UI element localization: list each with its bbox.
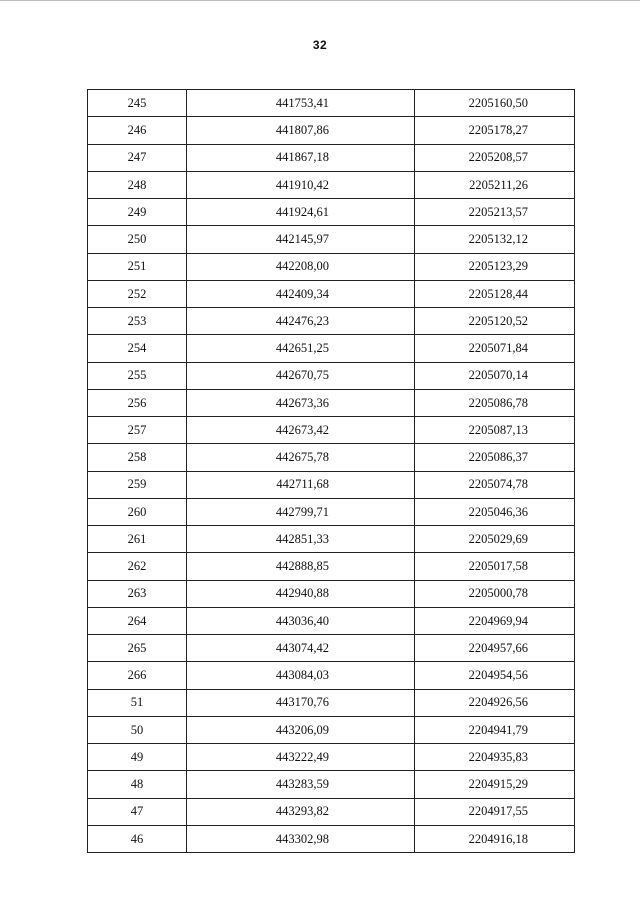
y-coordinate-cell: 2205086,78 — [415, 389, 575, 416]
y-coordinate-cell: 2205211,26 — [415, 171, 575, 198]
x-coordinate-cell: 441867,18 — [187, 144, 415, 171]
y-coordinate-cell: 2205029,69 — [415, 526, 575, 553]
y-coordinate-cell: 2204954,56 — [415, 662, 575, 689]
table-row — [88, 199, 575, 226]
y-coordinate-cell: 2205017,58 — [415, 553, 575, 580]
point-number-cell: 261 — [88, 526, 187, 553]
table-row — [88, 471, 575, 498]
point-number-cell: 48 — [88, 771, 187, 798]
y-coordinate-cell: 2205074,78 — [415, 471, 575, 498]
x-coordinate-cell: 443283,59 — [187, 771, 415, 798]
point-number-cell: 247 — [88, 144, 187, 171]
y-coordinate-cell: 2205071,84 — [415, 335, 575, 362]
point-number-cell: 51 — [88, 689, 187, 716]
table-row — [88, 144, 575, 171]
y-coordinate-cell: 2204957,66 — [415, 635, 575, 662]
point-number-cell: 251 — [88, 253, 187, 280]
x-coordinate-cell: 443222,49 — [187, 744, 415, 771]
y-coordinate-cell: 2204941,79 — [415, 716, 575, 743]
table-row — [88, 389, 575, 416]
table-row — [88, 280, 575, 307]
x-coordinate-cell: 442145,97 — [187, 226, 415, 253]
table-row — [88, 825, 575, 852]
x-coordinate-cell: 443036,40 — [187, 607, 415, 634]
y-coordinate-cell: 2205070,14 — [415, 362, 575, 389]
table-row — [88, 335, 575, 362]
x-coordinate-cell: 442799,71 — [187, 498, 415, 525]
table-row — [88, 526, 575, 553]
x-coordinate-cell: 443084,03 — [187, 662, 415, 689]
point-number-cell: 253 — [88, 308, 187, 335]
y-coordinate-cell: 2204917,55 — [415, 798, 575, 825]
table-row — [88, 580, 575, 607]
point-number-cell: 264 — [88, 607, 187, 634]
x-coordinate-cell: 443206,09 — [187, 716, 415, 743]
point-number-cell: 246 — [88, 117, 187, 144]
table-row — [88, 607, 575, 634]
table-row — [88, 798, 575, 825]
x-coordinate-cell: 442409,34 — [187, 280, 415, 307]
y-coordinate-cell: 2205132,12 — [415, 226, 575, 253]
coordinates-table-body — [88, 90, 575, 853]
x-coordinate-cell: 442940,88 — [187, 580, 415, 607]
point-number-cell: 260 — [88, 498, 187, 525]
point-number-cell: 47 — [88, 798, 187, 825]
y-coordinate-cell: 2205208,57 — [415, 144, 575, 171]
y-coordinate-cell: 2205160,50 — [415, 90, 575, 117]
point-number-cell: 49 — [88, 744, 187, 771]
y-coordinate-cell: 2204935,83 — [415, 744, 575, 771]
x-coordinate-cell: 442670,75 — [187, 362, 415, 389]
x-coordinate-cell: 441753,41 — [187, 90, 415, 117]
table-row — [88, 662, 575, 689]
table-row — [88, 362, 575, 389]
table-row — [88, 308, 575, 335]
y-coordinate-cell: 2204915,29 — [415, 771, 575, 798]
point-number-cell: 256 — [88, 389, 187, 416]
point-number-cell: 50 — [88, 716, 187, 743]
point-number-cell: 255 — [88, 362, 187, 389]
y-coordinate-cell: 2204916,18 — [415, 825, 575, 852]
x-coordinate-cell: 442476,23 — [187, 308, 415, 335]
y-coordinate-cell: 2204969,94 — [415, 607, 575, 634]
point-number-cell: 249 — [88, 199, 187, 226]
x-coordinate-cell: 442675,78 — [187, 444, 415, 471]
page-number: 32 — [312, 38, 328, 52]
point-number-cell: 245 — [88, 90, 187, 117]
table-row — [88, 716, 575, 743]
table-row — [88, 744, 575, 771]
y-coordinate-cell: 2205178,27 — [415, 117, 575, 144]
point-number-cell: 259 — [88, 471, 187, 498]
y-coordinate-cell: 2205120,52 — [415, 308, 575, 335]
table-row — [88, 689, 575, 716]
table-row — [88, 226, 575, 253]
point-number-cell: 263 — [88, 580, 187, 607]
x-coordinate-cell: 442673,36 — [187, 389, 415, 416]
x-coordinate-cell: 442851,33 — [187, 526, 415, 553]
x-coordinate-cell: 442208,00 — [187, 253, 415, 280]
table-row — [88, 444, 575, 471]
x-coordinate-cell: 441910,42 — [187, 171, 415, 198]
x-coordinate-cell: 443170,76 — [187, 689, 415, 716]
table-row — [88, 253, 575, 280]
y-coordinate-cell: 2204926,56 — [415, 689, 575, 716]
y-coordinate-cell: 2205128,44 — [415, 280, 575, 307]
page-top-rule — [0, 0, 640, 1]
x-coordinate-cell: 441807,86 — [187, 117, 415, 144]
x-coordinate-cell: 443302,98 — [187, 825, 415, 852]
point-number-cell: 46 — [88, 825, 187, 852]
point-number-cell: 258 — [88, 444, 187, 471]
y-coordinate-cell: 2205213,57 — [415, 199, 575, 226]
table-row — [88, 171, 575, 198]
point-number-cell: 265 — [88, 635, 187, 662]
y-coordinate-cell: 2205087,13 — [415, 417, 575, 444]
y-coordinate-cell: 2205000,78 — [415, 580, 575, 607]
point-number-cell: 266 — [88, 662, 187, 689]
point-number-cell: 262 — [88, 553, 187, 580]
table-row — [88, 553, 575, 580]
table-row — [88, 635, 575, 662]
y-coordinate-cell: 2205123,29 — [415, 253, 575, 280]
x-coordinate-cell: 441924,61 — [187, 199, 415, 226]
point-number-cell: 257 — [88, 417, 187, 444]
table-row — [88, 771, 575, 798]
table-row — [88, 90, 575, 117]
x-coordinate-cell: 442673,42 — [187, 417, 415, 444]
point-number-cell: 252 — [88, 280, 187, 307]
point-number-cell: 248 — [88, 171, 187, 198]
table-row — [88, 498, 575, 525]
y-coordinate-cell: 2205086,37 — [415, 444, 575, 471]
point-number-cell: 250 — [88, 226, 187, 253]
coordinates-table — [87, 89, 575, 853]
x-coordinate-cell: 443074,42 — [187, 635, 415, 662]
x-coordinate-cell: 443293,82 — [187, 798, 415, 825]
x-coordinate-cell: 442651,25 — [187, 335, 415, 362]
x-coordinate-cell: 442711,68 — [187, 471, 415, 498]
table-row — [88, 117, 575, 144]
point-number-cell: 254 — [88, 335, 187, 362]
y-coordinate-cell: 2205046,36 — [415, 498, 575, 525]
table-row — [88, 417, 575, 444]
x-coordinate-cell: 442888,85 — [187, 553, 415, 580]
